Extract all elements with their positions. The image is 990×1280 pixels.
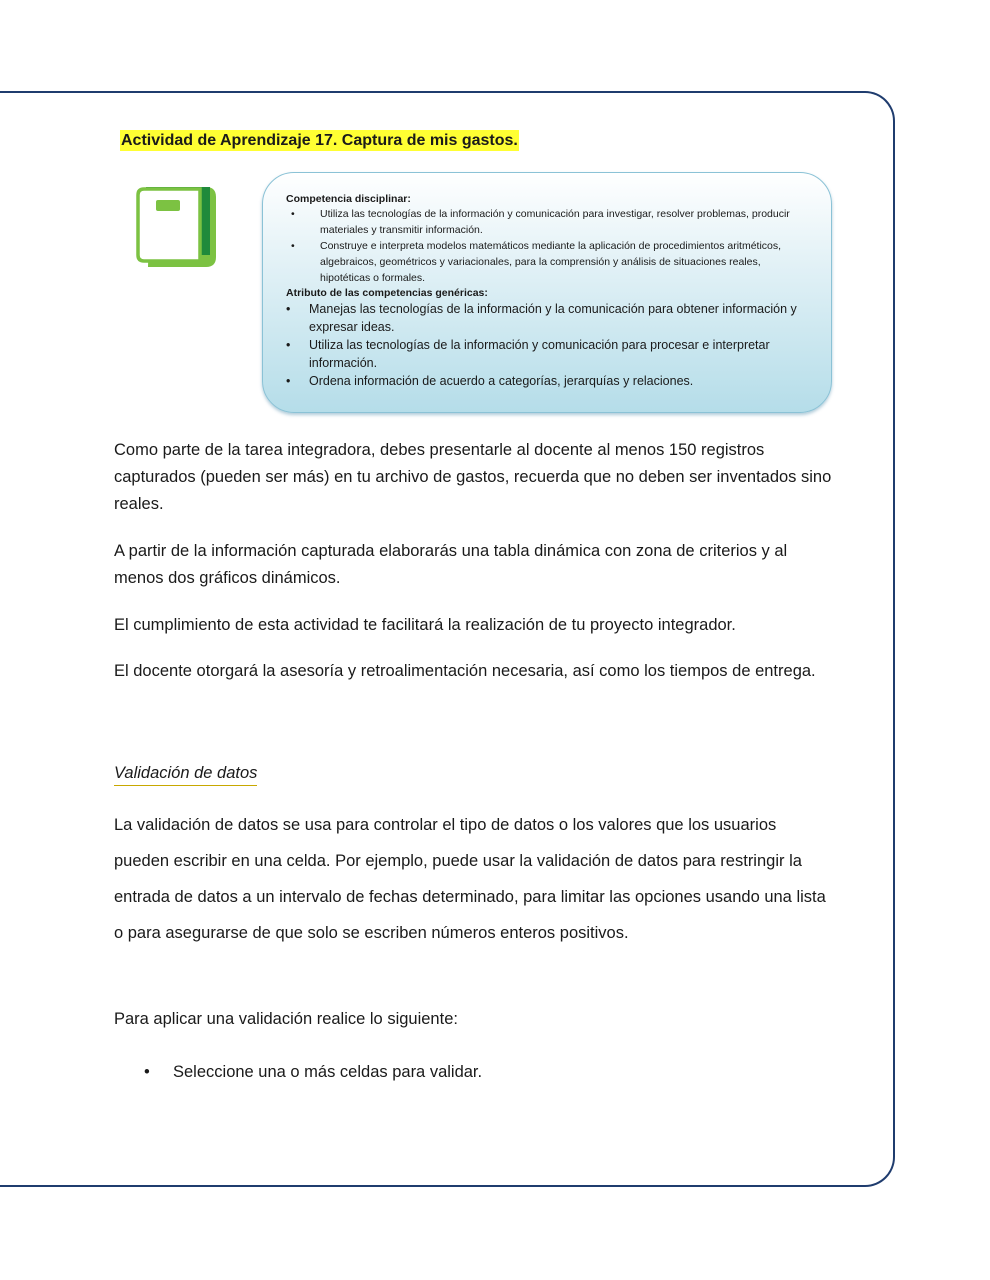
disciplinary-heading: Competencia disciplinar:	[286, 193, 411, 205]
competency-box	[262, 172, 832, 413]
paragraph-teacher: El docente otorgará la asesoría y retroalimentación necesaria, así como los tiempos de entrega.	[114, 662, 816, 680]
list-item: • Utiliza las tecnologías de la información y comunicación para procesar e interpretar información.	[286, 336, 807, 372]
list-item: • Ordena información de acuerdo a categorías, jerarquías y relaciones.	[286, 372, 807, 390]
paragraph-project: El cumplimiento de esta actividad te facilitará la realización de tu proyecto integrador.	[114, 616, 736, 634]
list-item: • Manejas las tecnologías de la información y la comunicación para obtener información y expresar ideas.	[286, 300, 807, 336]
disciplinary-list	[286, 206, 807, 286]
validation-paragraph: La validación de datos se usa para controlar el tipo de datos o los valores que los usuarios pueden escribir en una celda. Por ejemplo, puede usar la validación de datos para restringir la entrada de datos a un intervalo de fechas determinado, para limitar las opciones usando una lista o para asegurarse de que solo se escriben números enteros positivos.	[114, 816, 826, 942]
generic-list	[286, 300, 807, 390]
list-item: • Utiliza las tecnologías de la información y comunicación para investigar, resolver problemas, producir materiales y transmitir información.	[286, 206, 807, 238]
paragraph-task: Como parte de la tarea integradora, debes presentarle al docente al menos 150 registros capturados (pueden ser más) en tu archivo de gastos, recuerda que no deben ser inventados sino reales.	[114, 441, 832, 513]
step-text: Seleccione una o más celdas para validar.	[173, 1063, 483, 1081]
generic-heading: Atributo de las competencias genéricas:	[286, 287, 488, 299]
list-item: • Construye e interpreta modelos matemáticos mediante la aplicación de procedimientos aritméticos, algebraicos, geométricos y variacionales, para la comprensión y análisis de situaciones reales, hipotéticas o formales.	[286, 238, 807, 286]
step-item	[144, 1059, 482, 1085]
validation-heading: Validación de datos	[114, 761, 257, 786]
apply-intro: Para aplicar una validación realice lo siguiente:	[114, 1010, 458, 1028]
notebook-icon	[136, 185, 218, 269]
paragraph-pivot: A partir de la información capturada elaborarás una tabla dinámica con zona de criterios y al menos dos gráficos dinámicos.	[114, 542, 788, 587]
activity-title: Actividad de Aprendizaje 17. Captura de mis gastos.	[121, 132, 518, 149]
bullet-icon: •	[144, 1063, 150, 1081]
